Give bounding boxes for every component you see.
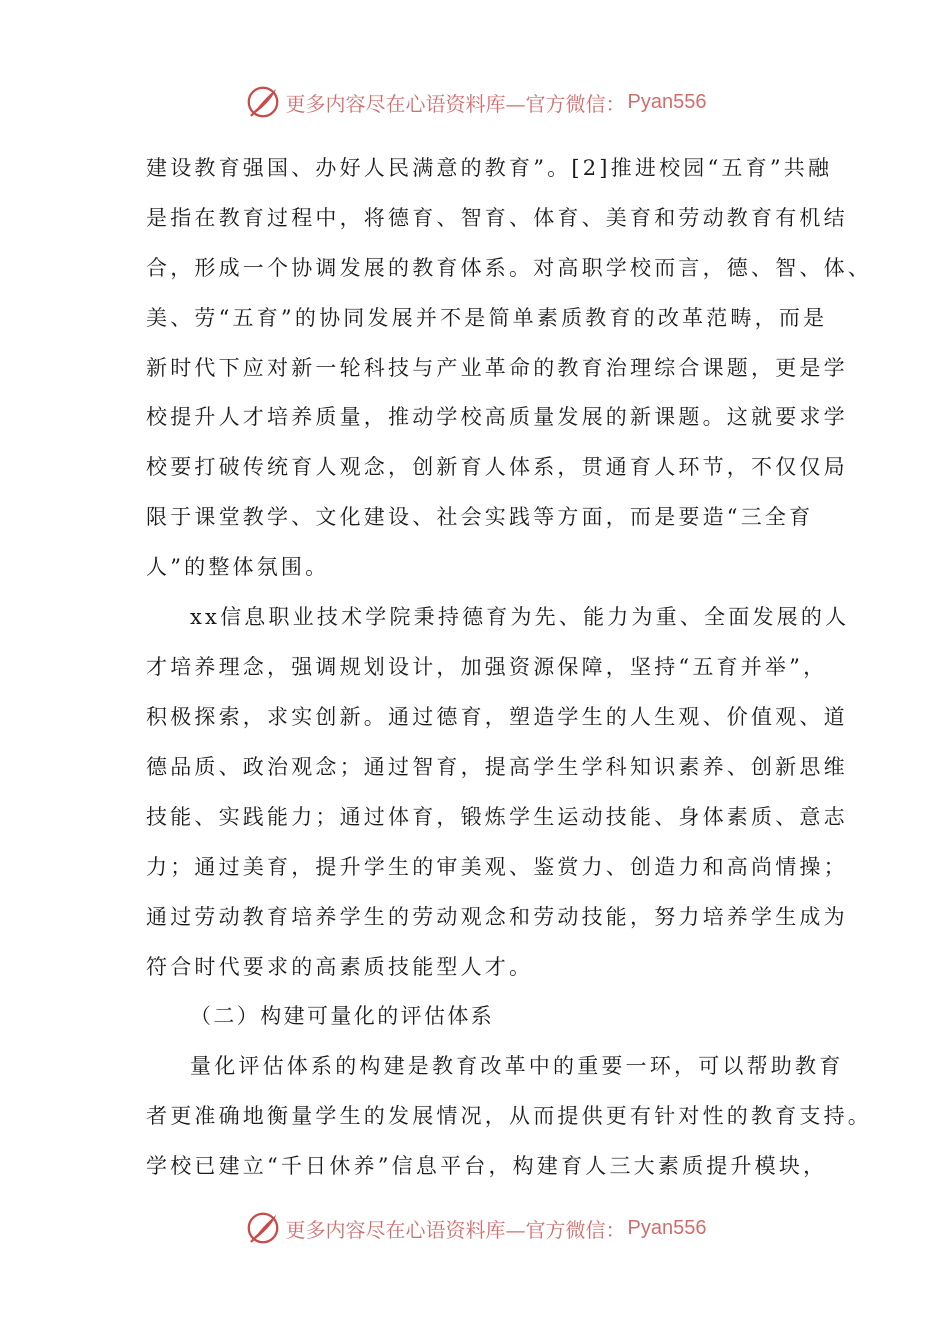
- watermark-wechat-id: Pyan556: [627, 1216, 707, 1239]
- text-line: 力；通过美育，提升学生的审美观、鉴赏力、创造力和高尚情操；: [146, 855, 848, 879]
- text-line: 通过劳动教育培养学生的劳动观念和劳动技能，努力培养学生成为: [146, 905, 848, 929]
- text-line: 者更准确地衡量学生的发展情况，从而提供更有针对性的教育支持。: [146, 1104, 872, 1128]
- text-line: 限于课堂教学、文化建设、社会实践等方面，而是要造“三全育: [146, 505, 814, 529]
- text-line: 德品质、政治观念；通过智育，提高学生学科知识素养、创新思维: [146, 755, 848, 779]
- text-line: 美、劳“五育”的协同发展并不是简单素质教育的改革范畴，而是: [146, 306, 828, 330]
- text-line: xx信息职业技术学院秉持德育为先、能力为重、全面发展的人: [190, 605, 850, 629]
- footer-watermark: [0, 1208, 950, 1248]
- text-line: 新时代下应对新一轮科技与产业革命的教育治理综合课题，更是学: [146, 356, 848, 380]
- header-watermark: [0, 82, 950, 122]
- text-line: 量化评估体系的构建是教育改革中的重要一环，可以帮助教育: [190, 1054, 844, 1078]
- text-line: 建设教育强国、办好人民满意的教育”。[2]推进校园“五育”共融: [146, 156, 833, 180]
- watermark-wechat-id: Pyan556: [627, 90, 707, 113]
- text-line: 是指在教育过程中，将德育、智育、体育、美育和劳动教育有机结: [146, 206, 848, 230]
- text-line: 校要打破传统育人观念，创新育人体系，贯通育人环节，不仅仅局: [146, 455, 848, 479]
- text-line: 技能、实践能力；通过体育，锻炼学生运动技能、身体素质、意志: [146, 805, 848, 829]
- text-line: 符合时代要求的高素质技能型人才。: [146, 955, 534, 979]
- quill-logo-icon: [244, 83, 282, 121]
- text-line: 合，形成一个协调发展的教育体系。对高职学校而言，德、智、体、: [146, 256, 872, 280]
- watermark-brand-text: 更多内容尽在心语资料库—官方微信：: [285, 91, 626, 116]
- text-line: 才培养理念，强调规划设计，加强资源保障，坚持“五育并举”，: [146, 655, 828, 679]
- text-line: 校提升人才培养质量，推动学校高质量发展的新课题。这就要求学: [146, 405, 848, 429]
- quill-logo-icon: [244, 1209, 282, 1247]
- text-line: 人”的整体氛围。: [146, 555, 330, 579]
- watermark-brand-text: 更多内容尽在心语资料库—官方微信：: [285, 1217, 626, 1242]
- text-line: 学校已建立“千日休养”信息平台，构建育人三大素质提升模块，: [146, 1154, 828, 1178]
- text-line: 积极探索，求实创新。通过德育，塑造学生的人生观、价值观、道: [146, 705, 848, 729]
- section-heading: （二）构建可量化的评估体系: [190, 1004, 495, 1028]
